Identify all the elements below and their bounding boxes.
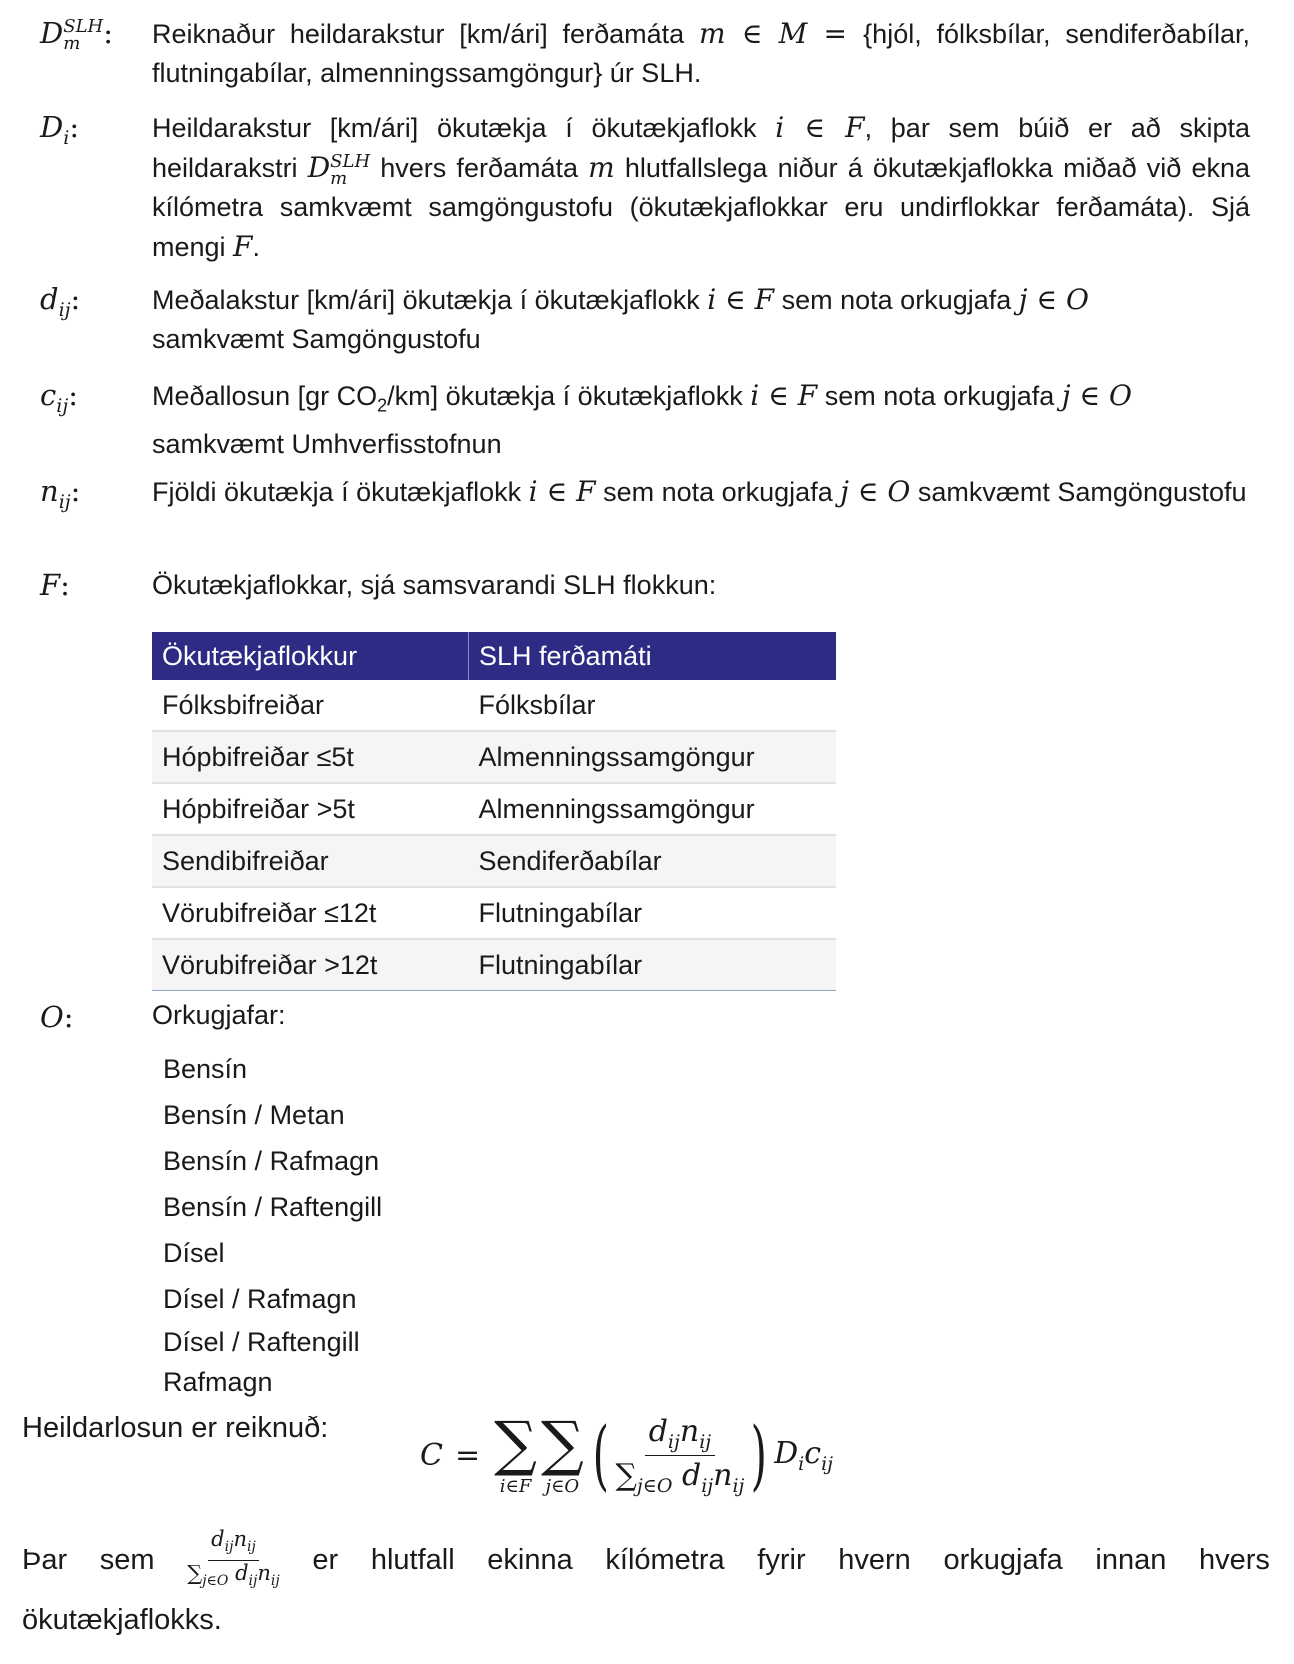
vehicle-category-table [152, 632, 836, 991]
right-paren: ) [751, 1410, 768, 1499]
table-cell: Fólksbílar [469, 680, 837, 731]
definition-text: Heildarakstur [km/ári] ökutækja í ökutækjaflokk i ∈ F, þar sem búið er að skipta heildarakstri D SLH m hvers ferðamáta m hlutfallslega niður á ökutækjaflokka miðað við ekna kílómetra samkvæmt samgöngustofu (ökutækjaflokkar eru undirflokkar ferðamáta). Sjá mengi F. [152, 111, 1250, 263]
table-cell: Sendiferðabílar [469, 835, 837, 887]
table-cell: Hópbifreiðar >5t [152, 783, 469, 835]
list-item: Dísel / Rafmagn [163, 1284, 357, 1314]
list-item: Bensín / Raftengill [163, 1192, 383, 1222]
table-cell: Almenningssamgöngur [469, 731, 837, 783]
inline-share-fraction: $\frac{d_{ij}n_{ij}}{\sum_{j\in O} d_{ij}n_{ij}}$ [187, 1526, 280, 1590]
definition-dij [40, 280, 1250, 366]
definition-cij [40, 376, 1250, 462]
equals-sign: = [454, 1437, 481, 1473]
list-item: Dísel / Raftengill [163, 1327, 360, 1357]
symbol: $n_{ij}$: [40, 474, 81, 513]
explanation-paragraph: Þar sem $\frac{d_{ij}n_{ij}}{\sum_{j\in O} d_{ij}n_{ij}}$ er hlutfall ekinna kílómetra fyrir hvern orkugjafa innan hvers ökutækjaflokks. [22, 1526, 1270, 1636]
sum-over-j: ∑ j∈O [540, 1409, 584, 1497]
symbol: D SLH m : [40, 16, 114, 54]
table-cell: Vörubifreiðar ≤12t [152, 887, 469, 939]
total-emission-formula [420, 1400, 833, 1510]
definition-dm-slh [40, 14, 1250, 100]
table-row [152, 731, 836, 783]
energy-sources-label: Orkugjafar: [152, 1000, 286, 1030]
table-row [152, 680, 836, 731]
table-cell: Hópbifreiðar ≤5t [152, 731, 469, 783]
symbol: F: [40, 568, 70, 602]
table-cell: Flutningabílar [469, 939, 837, 991]
formula-lhs: C [420, 1437, 443, 1473]
table-cell: Vörubifreiðar >12t [152, 939, 469, 991]
table-cell: Almenningssamgöngur [469, 783, 837, 835]
symbol: $d_{ij}$: [40, 282, 81, 321]
definition-text: Meðalakstur [km/ári] ökutækja í ökutækjaflokk i ∈ F sem nota orkugjafa j ∈ O samkvæmt Samgöngustofu [152, 283, 1089, 354]
table-header-row [152, 632, 836, 680]
list-item: Rafmagn [163, 1367, 273, 1397]
symbol: $c_{ij}$: [40, 378, 78, 417]
formula-intro: Heildarlosun er reiknuð: [22, 1412, 329, 1444]
definition-text: Reiknaður heildarakstur [km/ári] ferðamáta m ∈ M = {hjól, fólksbílar, sendiferðabílar, flutningabílar, almenningssamgöngur} úr SLH. [152, 17, 1250, 88]
table-cell: Sendibifreiðar [152, 835, 469, 887]
symbol: $D_i$: [40, 110, 80, 149]
list-item: Bensín / Metan [163, 1100, 345, 1130]
formula-tail: $D_ic_{ij}$ [774, 1435, 834, 1475]
definition-text: Ökutækjaflokkar, sjá samsvarandi SLH flokkun: [152, 570, 717, 600]
definition-text: Meðallosun [gr $CO_2/km$] ökutækja í ökutækjaflokk i ∈ F sem nota orkugjafa j ∈ O samkvæmt Umhverfisstofnun [152, 379, 1132, 460]
table-row [152, 835, 836, 887]
definitions [40, 14, 1250, 605]
definition-text: Fjöldi ökutækja í ökutækjaflokk i ∈ F sem nota orkugjafa j ∈ O samkvæmt Samgöngustofu [152, 475, 1247, 508]
list-item: Dísel [163, 1238, 225, 1268]
table-header: Ökutækjaflokkur [152, 632, 469, 680]
table-row [152, 939, 836, 991]
list-item: Bensín [163, 1054, 248, 1084]
list-item: Bensín / Rafmagn [163, 1146, 380, 1176]
table-cell: Flutningabílar [469, 887, 837, 939]
sum-over-i: ∑ i∈F [494, 1409, 537, 1497]
table-header: SLH ferðamáti [469, 632, 837, 680]
share-fraction: $\frac{d_{ij}n_{ij}}{\sum_{j\in O} d_{ij}n_{ij}}$ [615, 1413, 745, 1497]
definition-di [40, 108, 1250, 272]
definition-f [40, 566, 1250, 605]
table-row [152, 783, 836, 835]
definition-nij [40, 472, 1250, 558]
table-row [152, 887, 836, 939]
energy-sources-list [163, 1046, 382, 1402]
symbol-o: O: [40, 1000, 74, 1034]
left-paren: ( [592, 1410, 609, 1499]
table-cell: Fólksbifreiðar [152, 680, 469, 731]
